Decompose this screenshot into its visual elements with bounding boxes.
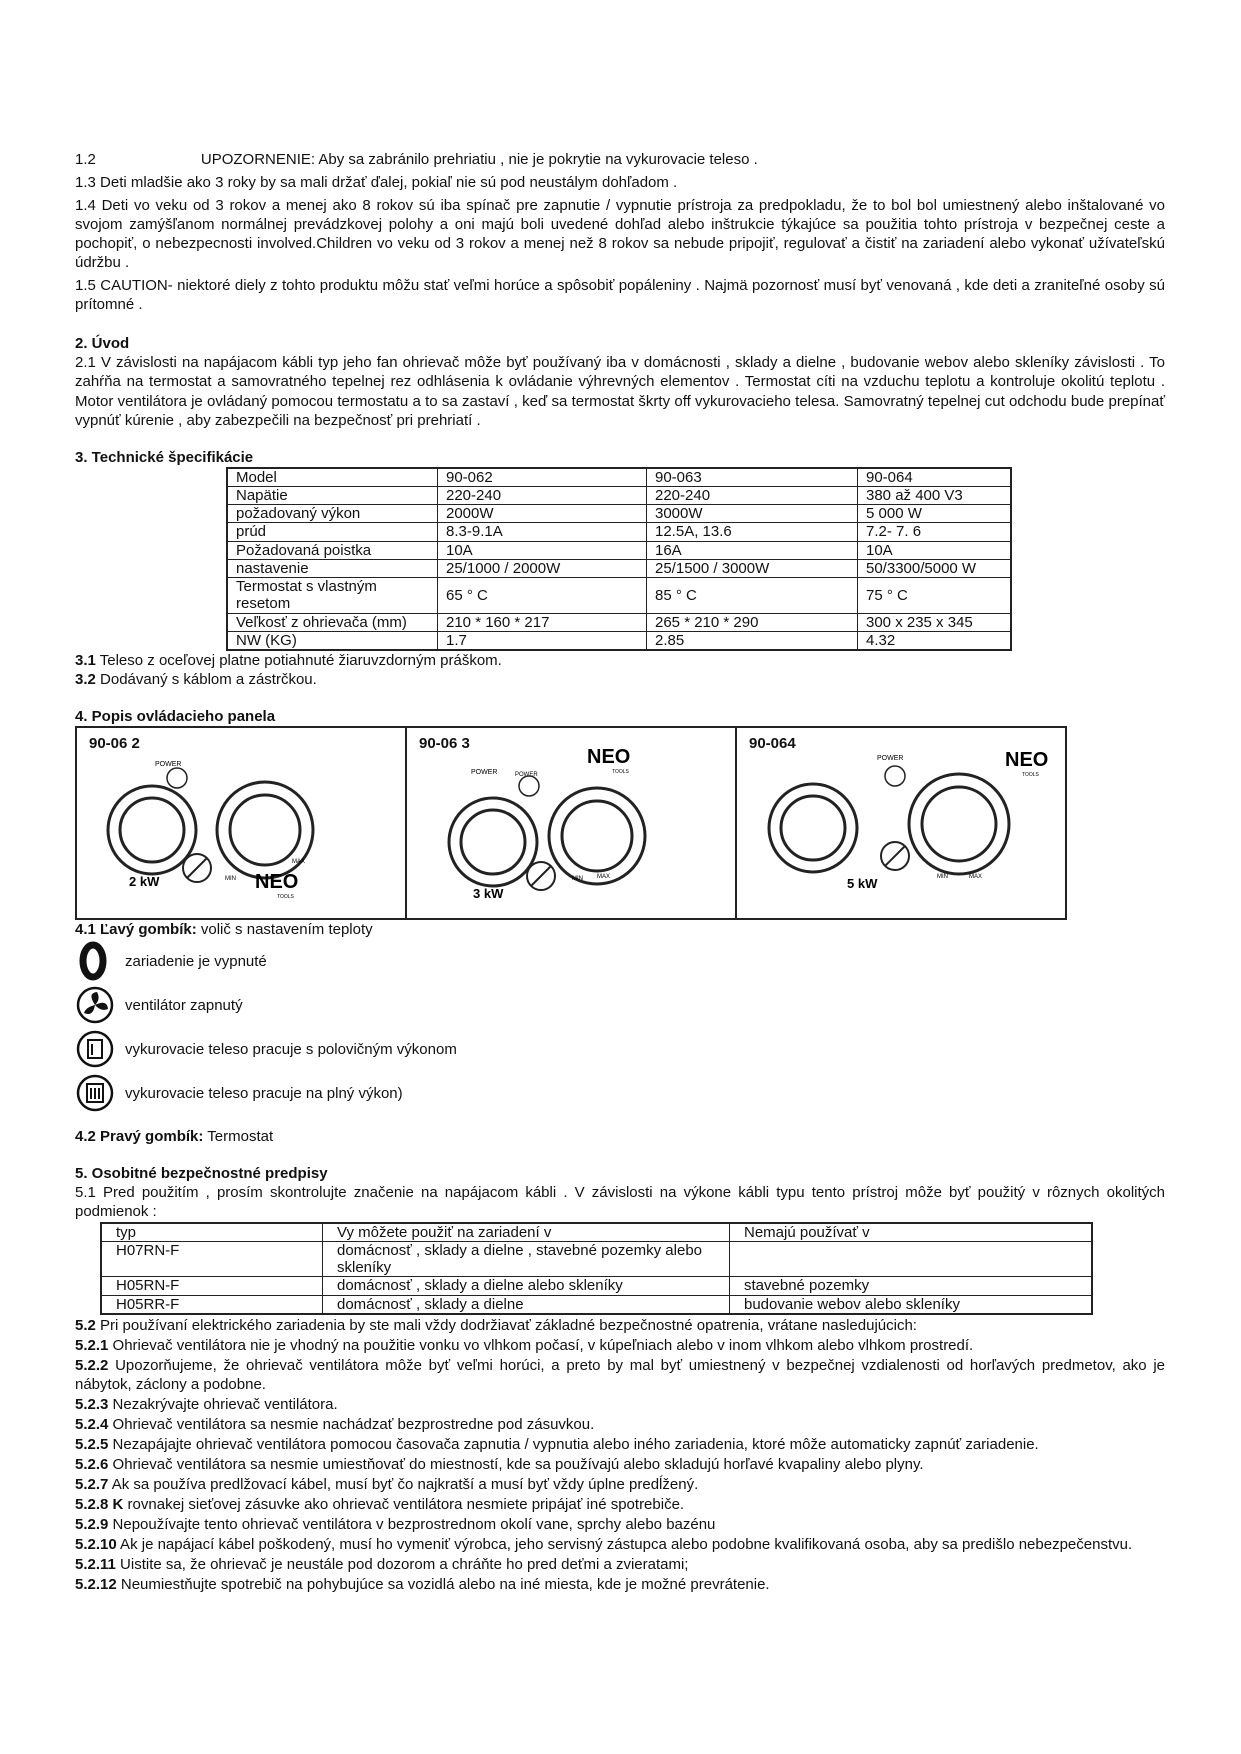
list-item: 5.2.11 Uistite sa, že ohrievač je neustále pod dozorom a chráňte ho pred deťmi a zvieratami; — [75, 1556, 689, 1574]
note-4-1: 4.1 Ľavý gombík: volič s nastavením teploty — [75, 921, 373, 939]
svg-text:3 kW: 3 kW — [473, 886, 504, 902]
svg-text:TOOLS: TOOLS — [277, 894, 294, 901]
table-row: Veľkosť z ohrievača (mm) 210 * 160 * 217 265 * 210 * 290 300 x 235 x 345 — [227, 613, 1011, 631]
control-panel-drawing — [77, 728, 407, 914]
panel-label: 90-064 — [749, 735, 796, 753]
table-row: Termostat s vlastným resetom 65 ° C 85 ° C 75 ° C — [227, 578, 1011, 614]
control-panel-drawing — [407, 728, 737, 914]
svg-text:POWER: POWER — [471, 769, 498, 777]
list-item: 5.2.2 Upozorňujeme, že ohrievač ventilátora môže byť veľmi horúci, a preto by mal byť umiestnený v bezpečnej vzdialenosti od horľavých predmetov, ako je nábytok, záclony a podobne. — [75, 1356, 1165, 1393]
section-4-heading: 4. Popis ovládacieho panela — [75, 708, 276, 726]
half-power-icon — [75, 1029, 115, 1069]
para-5-1: 5.1 Pred použitím , prosím skontrolujte značenie na napájacom kábli . V závislosti na výkone kábli typu tento prístroj môže byť použitý v rôznych okolitých podmienok : — [75, 1184, 1165, 1221]
para-1-4: 1.4 Deti vo veku od 3 rokov a menej ako 8 rokov sú iba spínač pre zapnutie / vypnutie prístroja za predpokladu, že to bol bol umiestnený alebo inštalované vo svojom zamýšľanom normálnej prevádzkovej polohy a oni majú boli uvedené dohľad alebo inštrukcie týkajúce sa použitia tohto prístroja v bezpečnej ceste a pochopiť, o nebezpecnosti involved.Children vo veku od 3 rokov a menej než 8 rokov sa nebude pripojiť, regulovať a čistiť na zariadení alebo vykonať užívateľskú údržbu . — [75, 197, 1165, 272]
svg-text:POWER: POWER — [155, 761, 182, 769]
svg-text:2 kW: 2 kW — [129, 874, 160, 890]
svg-text:TOOLS: TOOLS — [1022, 772, 1039, 779]
svg-text:NEO: NEO — [255, 871, 299, 894]
note-4-2: 4.2 Pravý gombík: Termostat — [75, 1128, 274, 1146]
full-power-icon — [75, 1073, 115, 1113]
note-3-2: 3.2 Dodávaný s káblom a zástrčkou. — [75, 671, 317, 689]
document-page — [75, 150, 1165, 1594]
para-2-1: 2.1 V závislosti na napájacom kábli typ jeho fan ohrievač môže byť používaný iba v domácnosti , sklady a dielne , budovanie webov alebo skleníky závislosti . To zahŕňa na termostat a samovratného tepelnej rez odhlásenia k ovládanie výhrevných elementov . Termostat cíti na vzduchu teplotu a kontroluje okolitú teplotu . Motor ventilátora je ovládaný pomocou termostatu a to sa zastaví , keď sa termostat škrty off vykurovacieho telesa. Samovratný tepelnej cut odchodu bude prepínať vypnúť kúrenie , aby zabezpečili na bezpečnosť pri prehriatí . — [75, 354, 1165, 429]
list-item: 5.2 Pri používaní elektrického zariadenia by ste mali vždy dodržiavať základné bezpečnostné opatrenia, vrátane nasledujúcich: — [75, 1316, 917, 1334]
svg-text:POWER: POWER — [515, 772, 538, 779]
list-item: 5.2.6 Ohrievač ventilátora sa nesmie umiestňovať do miestností, kde sa používajú alebo skladujú horľavé kvapaliny alebo plyny. — [75, 1456, 924, 1474]
list-item: 5.2.12 Neumiestňujte spotrebič na pohybujúce sa vozidlá alebo na iné miesta, kde je možné prevrátenie. — [75, 1576, 770, 1594]
list-item: 5.2.1 Ohrievač ventilátora nie je vhodný na použitie vonku vo vlhkom počasí, v kúpeľniach alebo v inom vlhkom alebo vlhkom prostredí. — [75, 1336, 974, 1354]
list-item: 5.2.4 Ohrievač ventilátora sa nesmie nachádzať bezprostredne pod zásuvkou. — [75, 1416, 595, 1434]
svg-text:5 kW: 5 kW — [847, 876, 878, 892]
section-5-heading: 5. Osobitné bezpečnostné predpisy — [75, 1165, 328, 1183]
table-row: Model 90-062 90-063 90-064 — [227, 468, 1011, 487]
control-panel-drawing — [737, 728, 1065, 914]
table-row: nastavenie 25/1000 / 2000W 25/1500 / 3000W 50/3300/5000 W — [227, 559, 1011, 577]
table-row: Požadovaná poistka 10A 16A 10A — [227, 541, 1011, 559]
table-row: Napätie 220-240 220-240 380 až 400 V3 — [227, 486, 1011, 504]
spec-table — [226, 467, 1012, 652]
fan-icon — [75, 985, 115, 1025]
para-1-5: 1.5 CAUTION- niektoré diely z tohto produktu môžu stať veľmi horúce a spôsobiť popáleniny . Najmä pozornosť musí byť venovaná , kde deti a zraniteľné osoby sú prítomné . — [75, 277, 1165, 314]
svg-text:NEO: NEO — [1005, 749, 1049, 772]
table-row: H05RR-F domácnosť , sklady a dielne budovanie webov alebo skleníky — [101, 1295, 1092, 1314]
svg-text:MAX: MAX — [597, 874, 611, 881]
list-item: 5.2.5 Nezapájajte ohrievač ventilátora pomocou časovača zapnutia / vypnutia alebo iného zariadenia, ktoré môže automaticky zapnúť zariadenie. — [75, 1436, 1039, 1454]
para-1-2: 1.2 UPOZORNENIE: Aby sa zabránilo prehriatiu , nie je pokrytie na vykurovacie teleso . — [75, 151, 758, 168]
list-item: 5.2.9 Nepoužívajte tento ohrievač ventilátora v bezprostrednom okolí vane, sprchy alebo bazénu — [75, 1516, 716, 1534]
table-row: typ Vy môžete použiť na zariadení v Nemajú používať v — [101, 1223, 1092, 1242]
control-panel-90-063 — [407, 728, 737, 918]
note-3-1: 3.1 Teleso z oceľovej platne potiahnuté žiaruvzdorným práškom. — [75, 652, 502, 670]
control-panel-90-062 — [77, 728, 407, 918]
control-panels — [75, 726, 1067, 920]
svg-text:MIN: MIN — [225, 876, 236, 883]
list-item: 5.2.10 Ak je napájací kábel poškodený, musí ho vymeniť výrobca, jeho servisný zástupca alebo podobne kvalifikovaná osoba, aby sa predišlo nebezpečenstvu. — [75, 1536, 1133, 1554]
control-panel-90-064 — [737, 728, 1065, 918]
svg-text:TOOLS: TOOLS — [612, 769, 629, 776]
list-item: 5.2.3 Nezakrývajte ohrievač ventilátora. — [75, 1395, 338, 1413]
svg-text:MIN: MIN — [572, 876, 583, 883]
safety-list — [75, 1316, 1165, 1595]
icon-legend-row: zariadenie je vypnuté — [75, 939, 1165, 983]
table-row: požadovaný výkon 2000W 3000W 5 000 W — [227, 505, 1011, 523]
icon-legend-row: ventilátor zapnutý — [75, 983, 1165, 1027]
icon-legend-row: vykurovacie teleso pracuje na plný výkon) — [75, 1071, 1165, 1115]
table-row: H05RN-F domácnosť , sklady a dielne alebo skleníky stavebné pozemky — [101, 1277, 1092, 1295]
svg-text:POWER: POWER — [877, 755, 904, 763]
para-1-3: 1.3 Deti mladšie ako 3 roky by sa mali držať ďalej, pokiaľ nie sú pod neustálym dohľadom . — [75, 174, 678, 192]
svg-text:MAX: MAX — [292, 859, 306, 866]
list-item: 5.2.7 Ak sa používa predlžovací kábel, musí byť čo najkratší a musí byť vždy úplne predĺžený. — [75, 1476, 699, 1494]
list-item: 5.2.8 K rovnakej sieťovej zásuvke ako ohrievač ventilátora nesmiete pripájať iné spotrebiče. — [75, 1496, 685, 1514]
icon-legend-row: vykurovacie teleso pracuje s polovičným výkonom — [75, 1027, 1165, 1071]
zero-icon — [75, 941, 115, 981]
svg-text:NEO: NEO — [587, 746, 631, 769]
svg-text:MAX: MAX — [969, 874, 983, 881]
svg-text:MIN: MIN — [937, 874, 948, 881]
table-row: NW (KG) 1.7 2.85 4.32 — [227, 631, 1011, 650]
table-row: H07RN-F domácnosť , sklady a dielne , stavebné pozemky alebo skleníky — [101, 1241, 1092, 1277]
panel-label: 90-06 3 — [419, 735, 470, 753]
cable-type-table — [100, 1222, 1093, 1315]
table-row: prúd 8.3-9.1A 12.5A, 13.6 7.2- 7. 6 — [227, 523, 1011, 541]
section-3-heading: 3. Technické špecifikácie — [75, 448, 254, 466]
panel-label: 90-06 2 — [89, 735, 140, 753]
section-2-heading: 2. Úvod — [75, 335, 130, 353]
